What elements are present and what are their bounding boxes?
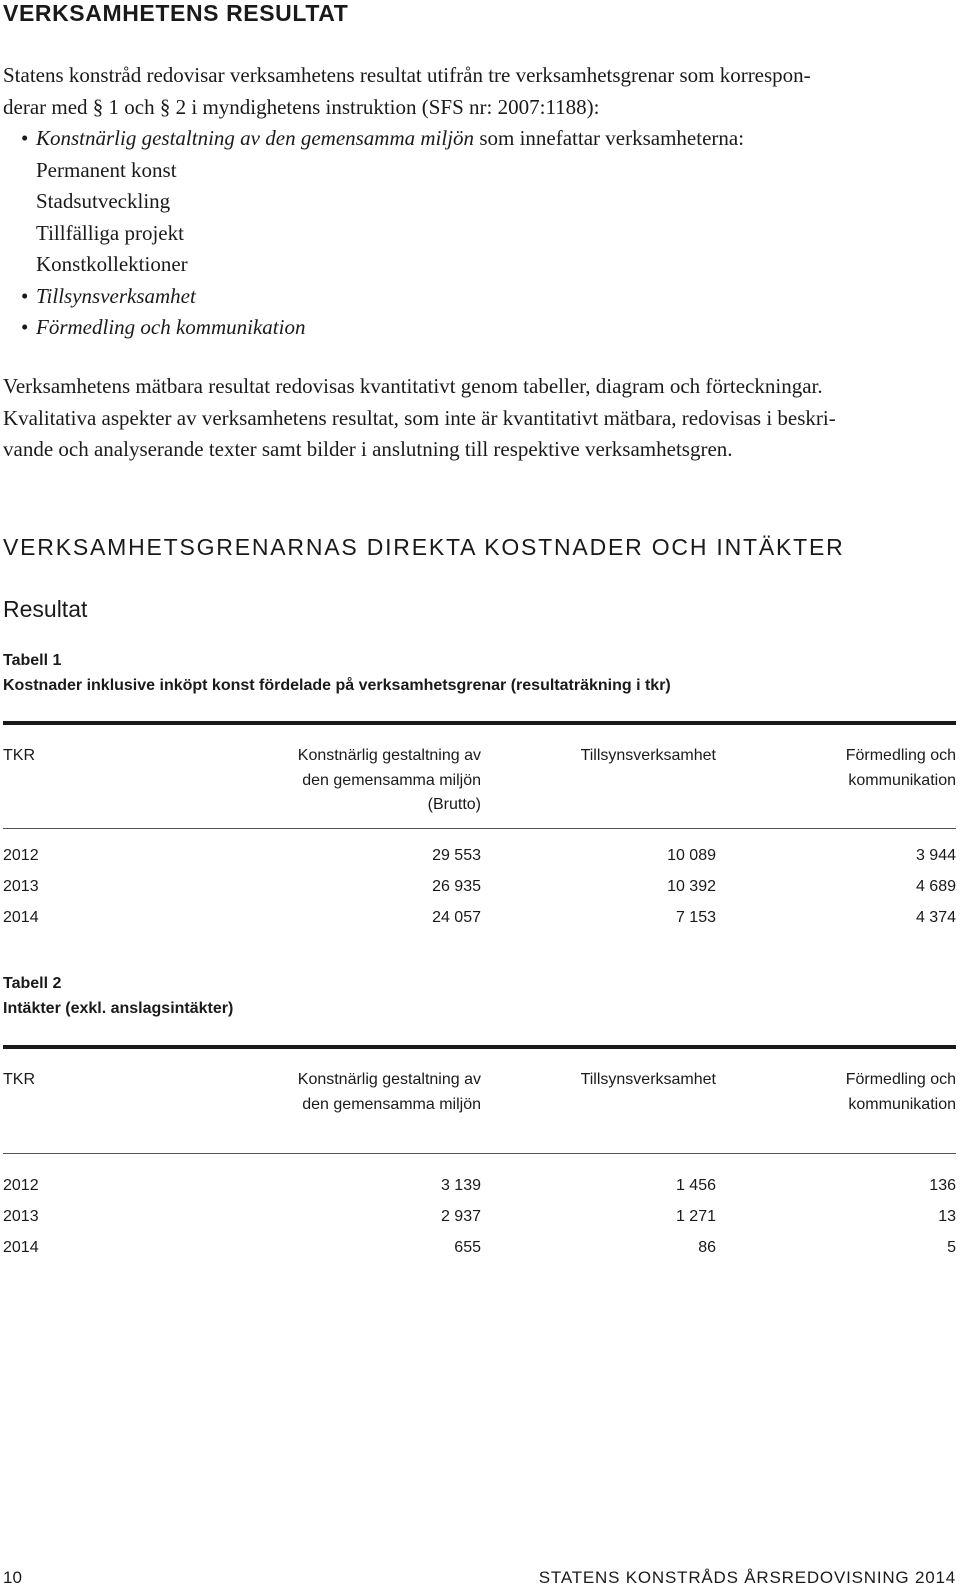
table1-body [3,840,956,933]
header-line: Förmedling och [845,1071,956,1088]
table-row [3,902,956,933]
cell-value: 1 271 [675,1208,716,1225]
cell-year: 2012 [3,847,39,864]
cell-year: 2012 [3,1177,39,1194]
cell-value: 29 553 [432,847,481,864]
paragraph-line-3: vande och analyserande texter samt bilder i anslutning till respektive verksamhetsgren. [3,437,733,461]
table2-top-rule [3,1045,956,1049]
cell-value: 86 [698,1239,716,1256]
header-line: Förmedling och [845,747,956,764]
header-line: Tillsynsverksamhet [580,1071,716,1088]
bullet-item-formedling [3,312,953,344]
cell-value: 136 [929,1177,956,1194]
cell-value: 2 937 [440,1208,481,1225]
table1 [3,744,956,824]
paragraph-line-1: Verksamhetens mätbara resultat redovisas kvantitativt genom tabeller, diagram och förteckningar. [3,374,823,398]
intro-line-2: derar med § 1 och § 2 i myndighetens instruktion (SFS nr: 2007:1188): [3,94,600,119]
cell-value: 26 935 [432,878,481,895]
cell-value: 5 [947,1239,956,1256]
table1-caption [3,648,671,698]
cell-value: 4 374 [915,909,956,926]
table2-header [3,1068,956,1148]
bullet-icon: • [21,283,29,308]
table2-title: Intäkter (exkl. anslagsintäkter) [3,1000,234,1017]
table1-header-rule [3,828,956,829]
cell-value: 4 689 [915,878,956,895]
bullet-item-konstnarlig [3,123,953,155]
header-line: den gemensamma miljön [302,1095,481,1113]
header-formedling [846,744,956,793]
publication-title: STATENS KONSTRÅDS ÅRSREDOVISNING 2014 [538,1568,956,1587]
table1-header [3,744,956,824]
page-heading: VERKSAMHETENS RESULTAT [3,0,349,26]
table2-body [3,1170,956,1263]
bullet-icon: • [21,315,29,339]
header-tillsyn [581,1068,716,1093]
cell-value: 10 089 [667,847,716,864]
header-tkr: TKR [3,1071,35,1088]
sub-item: Permanent konst [36,157,177,182]
cell-value: 13 [938,1208,956,1225]
header-line: den gemensamma miljön [302,771,481,789]
header-tkr: TKR [3,747,35,764]
header-line: (Brutto) [427,796,481,813]
page-number: 10 [3,1568,22,1587]
header-line: kommunikation [848,771,956,789]
cell-value: 3 944 [915,847,956,864]
sub-item: Konstkollektioner [36,252,188,276]
intro-section [3,60,953,344]
cell-year: 2013 [3,1208,39,1225]
header-line: Tillsynsverksamhet [580,747,716,764]
table2 [3,1068,956,1148]
results-paragraph [3,371,956,466]
bullet-item-tillsyn [3,281,953,313]
table1-title: Kostnader inklusive inköpt konst fördelade på verksamhetsgrenar (resultaträkning i tkr) [3,677,671,694]
bullet-rest-text: som innefattar verksamheterna: [474,126,745,150]
header-line: Konstnärlig gestaltning av [297,747,481,764]
cell-year: 2014 [3,909,39,926]
cell-value: 10 392 [667,878,716,895]
bullet-italic-text: Konstnärlig gestaltning av den gemensamma miljön [36,126,475,150]
table2-header-rule [3,1153,956,1154]
header-konstnarlig [298,1068,481,1117]
table1-top-rule [3,721,956,725]
table2-caption [3,971,233,1021]
intro-line-1: Statens konstråd redovisar verksamhetens resultat utifrån tre verksamhetsgrenar som korrespon- [3,63,811,87]
cell-value: 7 153 [675,909,716,926]
table-row [3,1170,956,1201]
cell-year: 2014 [3,1239,39,1256]
cell-year: 2013 [3,878,39,895]
sub-heading: Resultat [3,596,88,622]
cell-value: 3 139 [440,1177,481,1194]
table-row [3,871,956,902]
header-konstnarlig [298,744,481,818]
cell-value: 24 057 [432,909,481,926]
header-line: kommunikation [848,1095,956,1113]
header-line: Konstnärlig gestaltning av [297,1071,481,1088]
table1-label: Tabell 1 [3,652,62,669]
header-tillsyn [581,744,716,769]
sub-item: Stadsutveckling [36,189,171,213]
table-row [3,840,956,871]
table-row [3,1201,956,1232]
cell-value: 655 [454,1239,481,1256]
bullet-text: Förmedling och kommunikation [36,315,306,339]
cell-value: 1 456 [675,1177,716,1194]
paragraph-line-2: Kvalitativa aspekter av verksamhetens resultat, som inte är kvantitativt mätbara, redovisas i beskri- [3,405,836,430]
section-heading: VERKSAMHETSGRENARNAS DIREKTA KOSTNADER OCH INTÄKTER [3,534,845,560]
bullet-icon: • [21,126,29,150]
sub-item: Tillfälliga projekt [36,220,184,245]
header-formedling [846,1068,956,1117]
bullet-text: Tillsynsverksamhet [36,283,196,308]
table2-label: Tabell 2 [3,975,62,992]
table-row [3,1232,956,1263]
